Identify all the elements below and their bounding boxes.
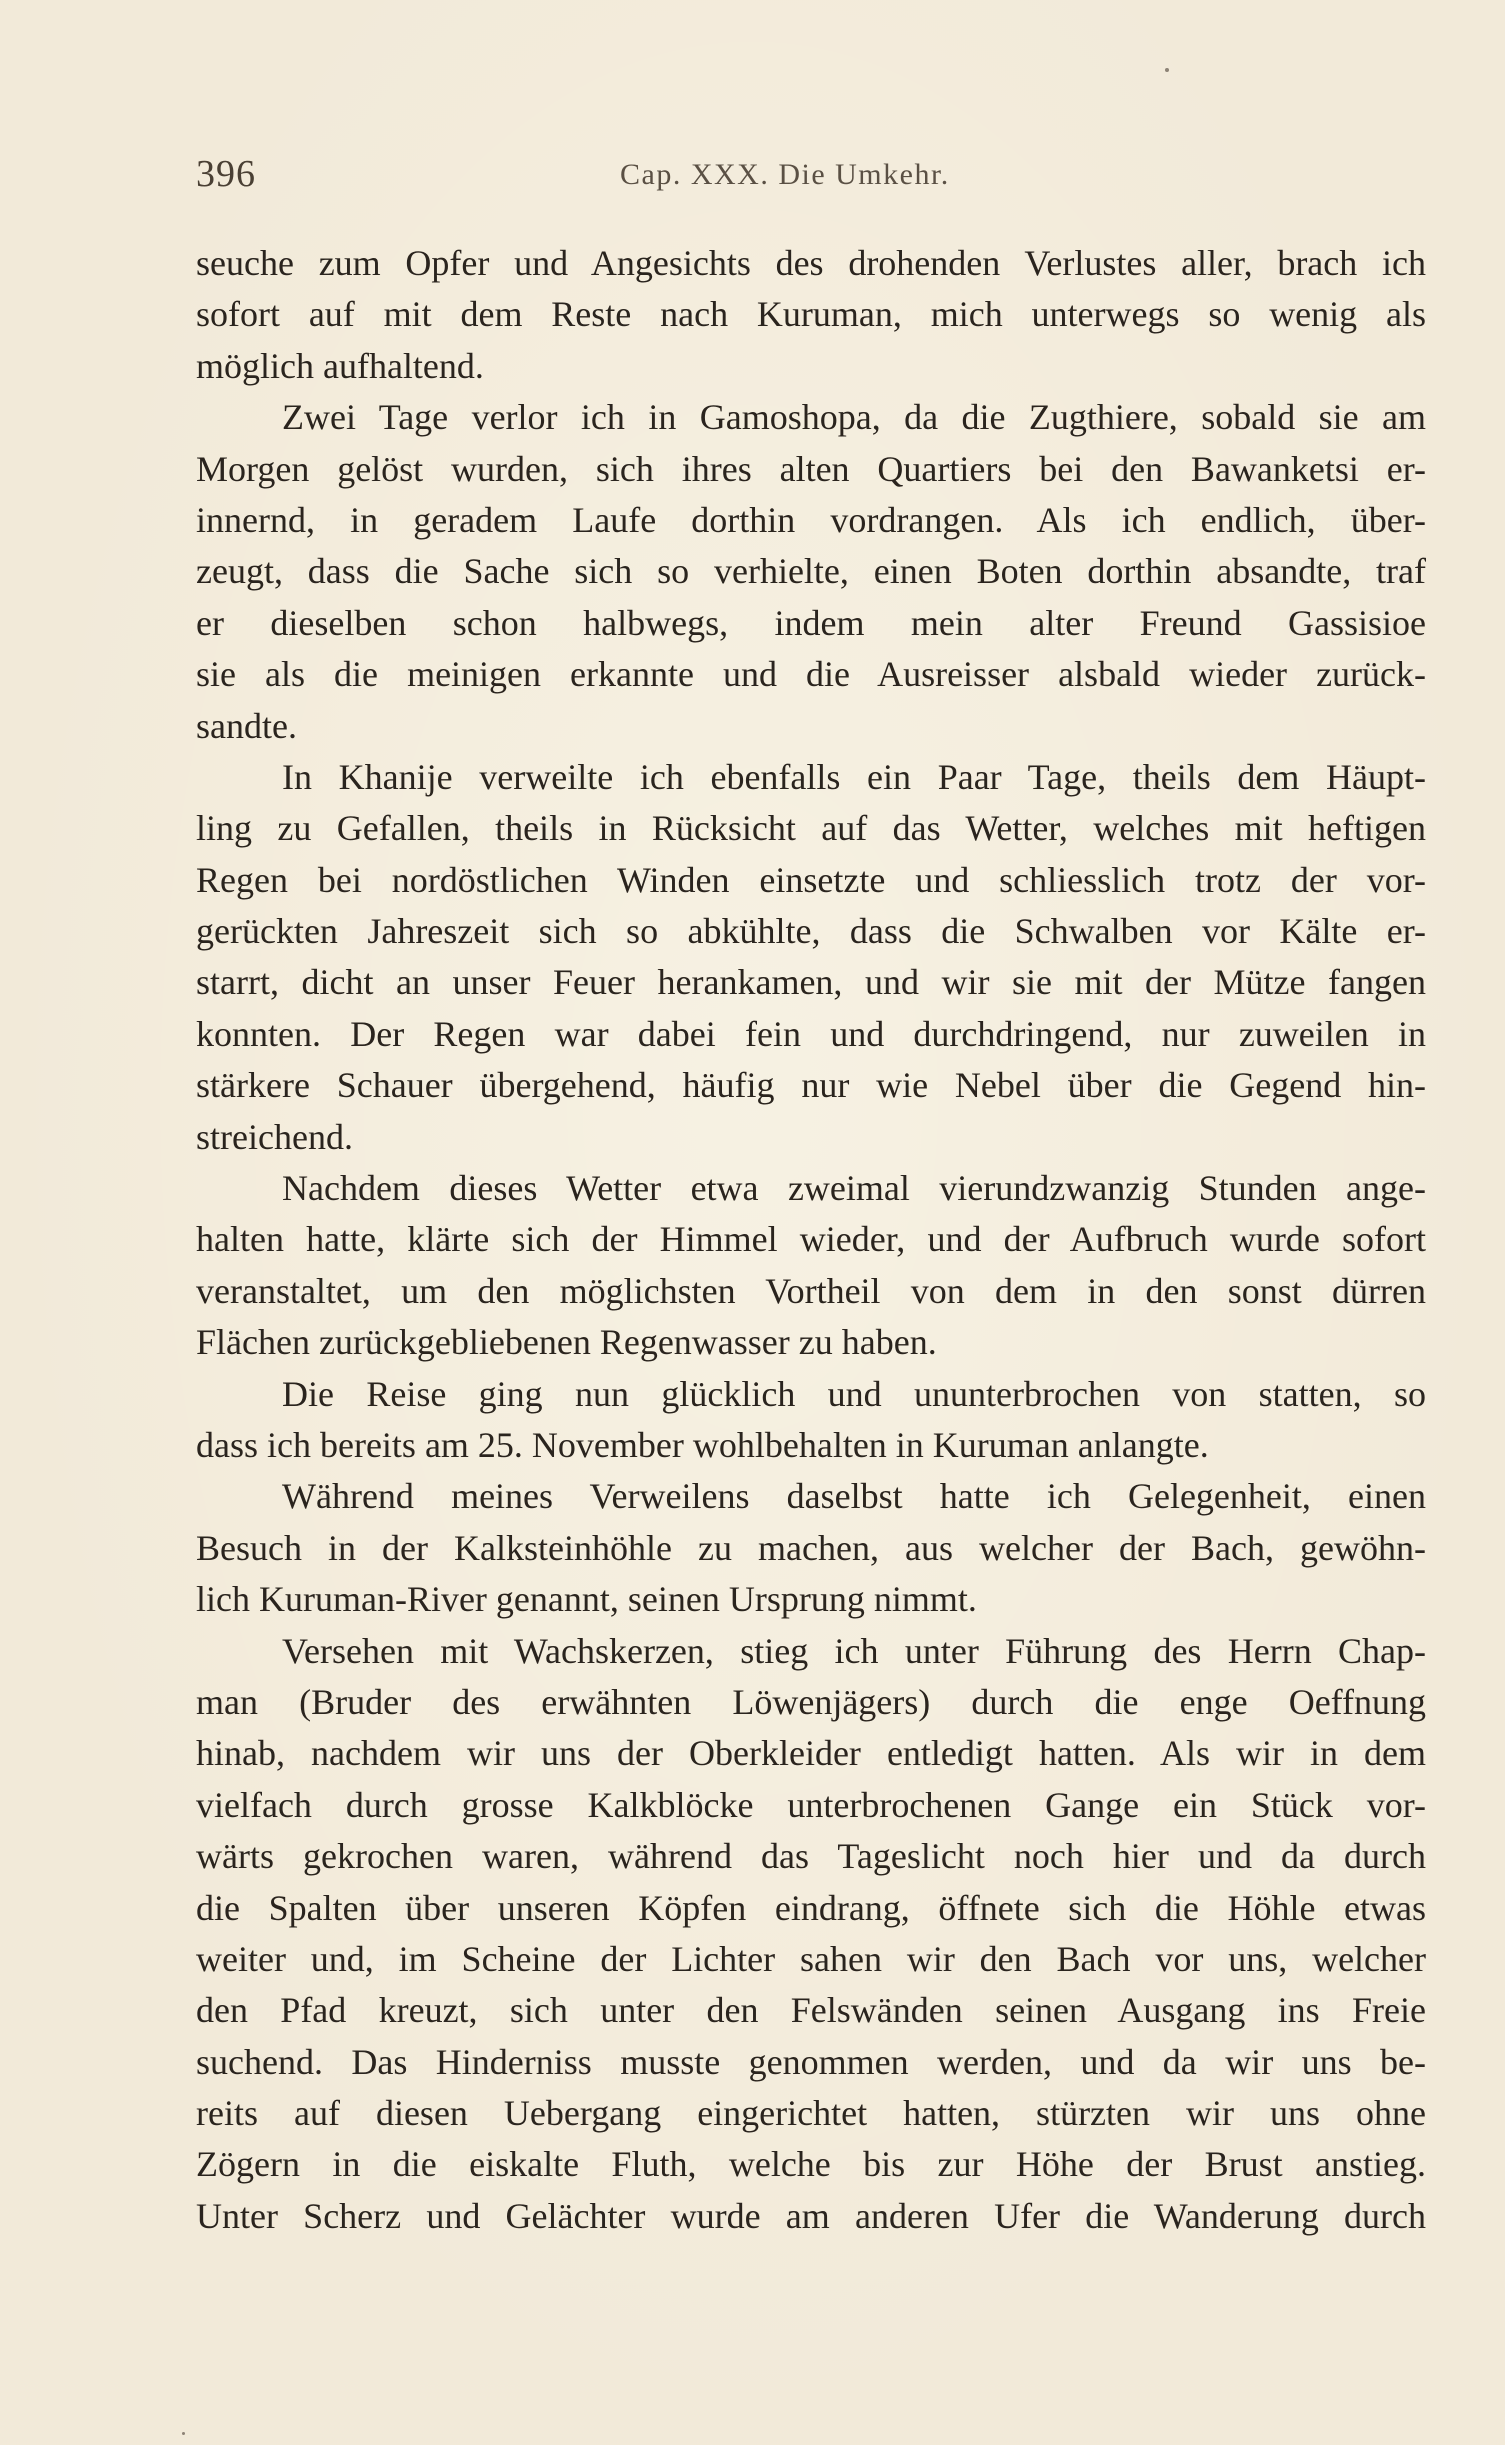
paragraph	[196, 752, 1426, 1163]
text-line: Morgen gelöst wurden, sich ihres alten Quartiers bei den Bawanketsi er-	[196, 448, 1426, 489]
text-line: Während meines Verweilens daselbst hatte ich Gelegenheit, einen	[282, 1476, 1426, 1517]
text-line: suchend. Das Hinderniss musste genommen werden, und da wir uns be-	[196, 2041, 1426, 2082]
paragraph	[196, 392, 1426, 752]
text-line: sie als die meinigen erkannte und die Ausreisser alsbald wieder zurück-	[196, 654, 1426, 695]
paragraph	[196, 1369, 1426, 1472]
text-line: Flächen zurückgebliebenen Regenwasser zu haben.	[196, 1322, 937, 1363]
text-line: halten hatte, klärte sich der Himmel wieder, und der Aufbruch wurde sofort	[196, 1219, 1426, 1260]
text-line: veranstaltet, um den möglichsten Vortheil von dem in den sonst dürren	[196, 1270, 1426, 1311]
text-line: reits auf diesen Uebergang eingerichtet hatten, stürzten wir uns ohne	[196, 2093, 1426, 2134]
print-speck-bottom	[182, 2432, 185, 2435]
text-line: die Spalten über unseren Köpfen eindrang, öffnete sich die Höhle etwas	[196, 1887, 1426, 1928]
text-line: man (Bruder des erwähnten Löwenjägers) durch die enge Oeffnung	[196, 1681, 1426, 1722]
text-line: seuche zum Opfer und Angesichts des drohenden Verlustes aller, brach ich	[196, 243, 1426, 283]
body-text	[196, 238, 1426, 2242]
text-line: er dieselben schon halbwegs, indem mein alter Freund Gassisioe	[196, 602, 1426, 643]
text-line: hinab, nachdem wir uns der Oberkleider entledigt hatten. Als wir in dem	[196, 1733, 1426, 1774]
paragraph	[196, 238, 1426, 392]
text-line: innernd, in geradem Laufe dorthin vordrangen. Als ich endlich, über-	[196, 499, 1426, 540]
text-line: Die Reise ging nun glücklich und ununterbrochen von statten, so	[282, 1373, 1426, 1414]
running-head	[196, 152, 1426, 202]
text-line: zeugt, dass die Sache sich so verhielte, einen Boten dorthin absandte, traf	[196, 551, 1426, 592]
text-line: streichend.	[196, 1116, 353, 1157]
text-line: gerückten Jahreszeit sich so abkühlte, dass die Schwalben vor Kälte er-	[196, 911, 1426, 952]
text-line: möglich aufhaltend.	[196, 345, 484, 386]
text-line: Regen bei nordöstlichen Winden einsetzte und schliesslich trotz der vor-	[196, 859, 1426, 900]
paragraph	[196, 1163, 1426, 1369]
text-line: lich Kuruman-River genannt, seinen Ursprung nimmt.	[196, 1579, 977, 1620]
text-line: Zögern in die eiskalte Fluth, welche bis zur Höhe der Brust anstieg.	[196, 2144, 1426, 2185]
text-line: den Pfad kreuzt, sich unter den Felswänden seinen Ausgang ins Freie	[196, 1990, 1426, 2031]
text-line: dass ich bereits am 25. November wohlbehalten in Kuruman anlangte.	[196, 1424, 1209, 1465]
paragraph	[196, 1626, 1426, 2243]
text-line: Besuch in der Kalksteinhöhle zu machen, aus welcher der Bach, gewöhn-	[196, 1527, 1426, 1568]
text-line: stärkere Schauer übergehend, häufig nur wie Nebel über die Gegend hin-	[196, 1065, 1426, 1106]
text-line: Versehen mit Wachskerzen, stieg ich unter Führung des Herrn Chap-	[282, 1630, 1426, 1671]
text-line: In Khanije verweilte ich ebenfalls ein Paar Tage, theils dem Häupt-	[282, 756, 1426, 797]
page-number: 396	[196, 153, 256, 195]
paragraph	[196, 1471, 1426, 1625]
text-line: wärts gekrochen waren, während das Tageslicht noch hier und da durch	[196, 1836, 1426, 1877]
text-line: sandte.	[196, 705, 297, 746]
text-line: Unter Scherz und Gelächter wurde am anderen Ufer die Wanderung durch	[196, 2195, 1426, 2236]
print-speck-top	[1165, 68, 1169, 72]
text-line: vielfach durch grosse Kalkblöcke unterbrochenen Gange ein Stück vor-	[196, 1784, 1426, 1825]
text-line: Zwei Tage verlor ich in Gamoshopa, da die Zugthiere, sobald sie am	[282, 397, 1426, 438]
text-line: weiter und, im Scheine der Lichter sahen wir den Bach vor uns, welcher	[196, 1938, 1426, 1979]
text-line: konnten. Der Regen war dabei fein und durchdringend, nur zuweilen in	[196, 1013, 1426, 1054]
text-line: starrt, dicht an unser Feuer herankamen, und wir sie mit der Mütze fangen	[196, 962, 1426, 1003]
chapter-title: Cap. XXX. Die Umkehr.	[620, 158, 950, 191]
text-line: ling zu Gefallen, theils in Rücksicht auf das Wetter, welches mit heftigen	[196, 808, 1426, 849]
text-line: sofort auf mit dem Reste nach Kuruman, mich unterwegs so wenig als	[196, 294, 1426, 335]
text-line: Nachdem dieses Wetter etwa zweimal vierundzwanzig Stunden ange-	[282, 1168, 1426, 1209]
